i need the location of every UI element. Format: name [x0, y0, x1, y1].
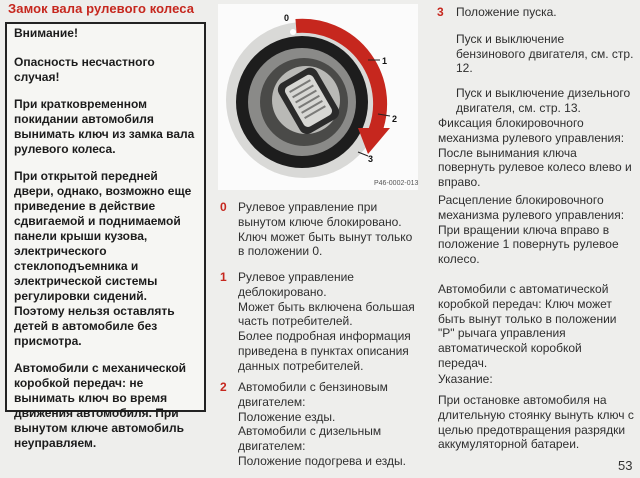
description-line: Рулевое управление деблокировано. — [238, 270, 354, 299]
figure-code: P46-0002-013 — [374, 180, 419, 187]
position-marker-0 — [290, 29, 296, 35]
position-3-title: Положение пуска. — [456, 5, 557, 19]
position-number: 1 — [220, 270, 227, 284]
section-title: Замок вала рулевого колеса — [8, 1, 195, 16]
warning-paragraph: Опасность несчастного случая! — [14, 55, 155, 84]
warning-box — [5, 22, 206, 450]
position-number: 3 — [437, 5, 444, 19]
position-0-description — [220, 200, 420, 259]
diesel-start-text: Пуск и выключение дизельного двигателя, см. стр. 13. — [456, 86, 631, 115]
automatic-gearbox-text: Автомобили с автоматической коробкой передач: Ключ может быть вынут только в положении "P" рычага управления автоматической коробкой передач. — [438, 282, 617, 370]
description-line: Положение подогрева и езды. — [238, 453, 406, 468]
description-line: Автомобили с дизельным двигателем: — [238, 424, 382, 454]
position-2-description — [220, 380, 420, 469]
note-text: При остановке автомобиля на длительную стоянку вынуть ключ с целью предотвращения разрядки аккумуляторной батареи. — [438, 393, 634, 452]
position-label-0: 0 — [284, 13, 290, 23]
description-line: Рулевое управление при вынутом ключе блокировано. — [238, 200, 402, 229]
position-number: 0 — [220, 200, 227, 214]
description-line: Ключ может быть вынут только в положении 0. — [238, 229, 413, 259]
position-3-block — [438, 5, 634, 116]
position-label-2: 2 — [392, 114, 398, 124]
warning-paragraph: При открытой передней двери, однако, возможно еще приведение в действие сдвигаемой и поднимаемой панели крыши кузова, электрического стеклоподъемника и электрической системы регулировки сидений. Поэтому нельзя оставлять детей в автомобиле без присмотра. — [14, 169, 192, 348]
page-number: 53 — [618, 458, 633, 473]
position-label-3: 3 — [368, 154, 374, 164]
description-line: Положение езды. — [238, 409, 336, 424]
description-line: Автомобили с бензиновым двигателем: — [238, 380, 388, 409]
position-number: 2 — [220, 380, 227, 394]
description-line: Может быть включена большая часть потребителей. — [238, 299, 415, 329]
position-label-1: 1 — [382, 56, 388, 66]
warning-title: Внимание! — [14, 26, 78, 40]
description-line: Более подробная информация приведена в пунктах описания данных потребителей. — [238, 329, 411, 373]
lock-fixation-text: Фиксация блокировочного механизма рулевого управления: После вынимания ключа повернуть рулевое колесо влево и вправо. — [438, 116, 632, 190]
lock-release-text: Расцепление блокировочного механизма рулевого управления: При вращении ключа вправо в положение 1 повернуть рулевое колесо. — [438, 193, 625, 267]
warning-paragraph: При кратковременном покидании автомобиля вынимать ключ из замка вала рулевого колеса. — [14, 97, 195, 156]
warning-paragraph: Автомобили с механической коробкой передач: не вынимать ключ во время движения автомобиля. При вынутом ключе автомобиль неуправляем. — [14, 361, 187, 450]
petrol-start-text: Пуск и выключение бензинового двигателя, см. стр. 12. — [456, 31, 634, 76]
ignition-lock-illustration — [218, 4, 418, 190]
position-1-description — [220, 270, 420, 374]
ignition-lock-drawing — [218, 4, 418, 190]
note-label: Указание: — [438, 372, 493, 386]
